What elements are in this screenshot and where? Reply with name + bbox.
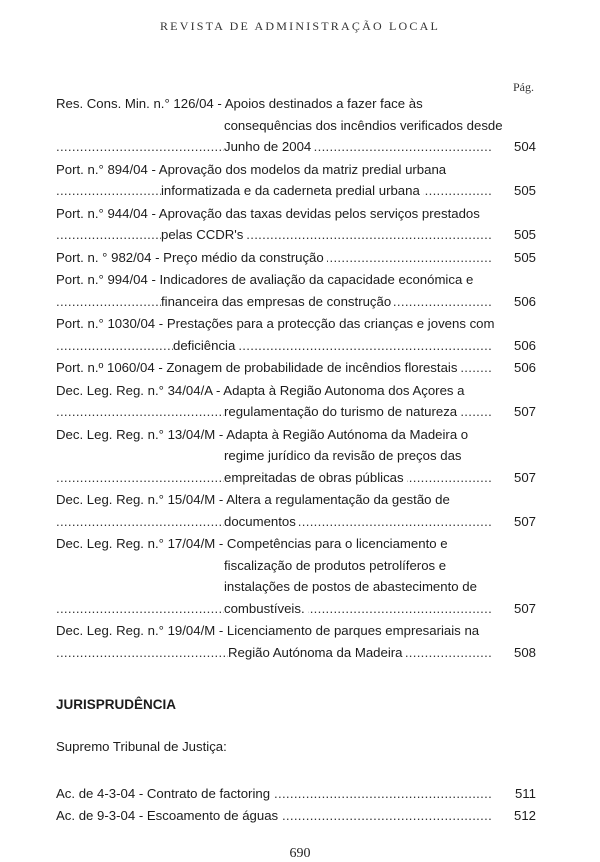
toc-entry-page: 507 [496,467,536,489]
toc-entry-text: Região Autónoma da Madeira [228,642,405,664]
toc-entry-page: 505 [496,180,536,202]
toc-entry-line [56,136,536,158]
toc-entry-line [56,115,536,137]
toc-entry-text: informatizada e da caderneta predial urbana [161,180,423,202]
toc-entry-page: 506 [496,335,536,357]
toc-entry-page: 505 [496,224,536,246]
toc-entry-text: Res. Cons. Min. n.° 126/04 - Apoios destinados a fazer face às [56,93,426,115]
toc-entry [56,533,536,619]
toc-entry-text: combustíveis. [224,598,308,620]
toc-entry-line [56,380,536,402]
toc-entry-text: instalações de postos de abastecimento de [224,576,480,598]
page-column-label: Pág. [513,80,534,94]
toc-entry-line [56,511,536,533]
dot-leader [56,224,492,246]
toc-entry-line [56,224,536,246]
toc-entry-line [56,489,536,511]
toc-entry-page: 507 [496,401,536,423]
toc-entry-text: regime jurídico da revisão de preços das [224,445,465,467]
toc-entry-line [56,598,536,620]
toc-entry-line [56,93,536,115]
toc-entry-text: Dec. Leg. Reg. n.° 13/04/M - Adapta à Região Autónoma da Madeira o [56,424,471,446]
toc-entry-line [56,313,536,335]
toc-entry [56,620,536,663]
toc-entry [56,159,536,202]
toc-entry-text: Dec. Leg. Reg. n.° 19/04/M - Licenciamento de parques empresariais na [56,620,482,642]
toc-entry-text: regulamentação do turismo de natureza [224,401,460,423]
toc-entry-line [56,576,536,598]
toc-entry [56,247,536,269]
jurisprudence-entry [56,783,536,805]
toc-entry-text: deficiência [173,335,238,357]
dot-leader [56,335,492,357]
court-subtitle: Supremo Tribunal de Justiça: [56,739,227,754]
toc-entry-text: Port. n.° 994/04 - Indicadores de avaliação da capacidade económica e [56,269,476,291]
toc-entry-line [56,203,536,225]
jurisprudence-entry-text: Ac. de 9-3-04 - Escoamento de águas [56,805,281,826]
toc-entry-text: fiscalização de produtos petrolíferos e [224,555,449,577]
toc-entry-page: 505 [496,247,536,269]
jurisprudence-list [56,783,536,826]
toc-entry-line [56,467,536,489]
toc-entry-text: empreitadas de obras públicas [224,467,407,489]
toc-entry-text: Dec. Leg. Reg. n.° 17/04/M - Competências para o licenciamento e [56,533,451,555]
toc-entry [56,424,536,489]
toc-entry-page: 506 [496,291,536,313]
toc-entry-page: 507 [496,598,536,620]
toc-entry-line [56,159,536,181]
toc-entry-page: 506 [496,357,536,379]
toc-entry-text: Dec. Leg. Reg. n.° 34/04/A - Adapta à Região Autonoma dos Açores a [56,380,468,402]
toc-entry-line [56,620,536,642]
table-of-contents [56,93,536,664]
toc-entry-text: Port. n.° 944/04 - Aprovação das taxas devidas pelos serviços prestados [56,203,483,225]
jurisprudence-entry-page: 512 [496,805,536,826]
jurisprudence-entry [56,805,536,827]
toc-entry-text: documentos [224,511,299,533]
toc-entry-text: pelas CCDR's [161,224,246,246]
toc-entry [56,489,536,532]
toc-entry [56,203,536,246]
page-number: 690 [289,846,311,861]
toc-entry-text: Port. n.° 894/04 - Aprovação dos modelos da matriz predial urbana [56,159,449,181]
toc-entry-page: 507 [496,511,536,533]
toc-entry [56,313,536,356]
toc-entry-line [56,269,536,291]
toc-entry-line [56,533,536,555]
toc-entry-line [56,247,536,269]
toc-entry-line [56,401,536,423]
toc-entry-text: Dec. Leg. Reg. n.° 15/04/M - Altera a regulamentação da gestão de [56,489,453,511]
toc-entry-line [56,357,536,379]
toc-entry-text: Port. n.º 1060/04 - Zonagem de probabilidade de incêndios florestais [56,357,460,379]
toc-entry-page: 504 [496,136,536,158]
toc-entry-text: consequências dos incêndios verificados desde [224,115,506,137]
toc-entry-line [56,555,536,577]
toc-entry-line [56,445,536,467]
toc-entry [56,93,536,158]
toc-entry-line [56,335,536,357]
toc-entry-text: financeira das empresas de construção [161,291,394,313]
toc-entry-text: Port. n.° 1030/04 - Prestações para a protecção das crianças e jovens com [56,313,498,335]
toc-entry [56,380,536,423]
section-title: JURISPRUDÊNCIA [56,697,177,712]
jurisprudence-entry-text: Ac. de 4-3-04 - Contrato de factoring [56,783,273,804]
toc-entry [56,269,536,312]
toc-entry-text: Port. n. ° 982/04 - Preço médio da construção [56,247,327,269]
toc-entry-line [56,291,536,313]
journal-header: REVISTA DE ADMINISTRAÇÃO LOCAL [159,19,441,33]
toc-entry-line [56,424,536,446]
toc-entry [56,357,536,379]
jurisprudence-entry-page: 511 [496,783,536,804]
toc-entry-page: 508 [496,642,536,664]
toc-entry-line [56,180,536,202]
toc-entry-line [56,642,536,664]
toc-entry-text: Junho de 2004 [224,136,314,158]
